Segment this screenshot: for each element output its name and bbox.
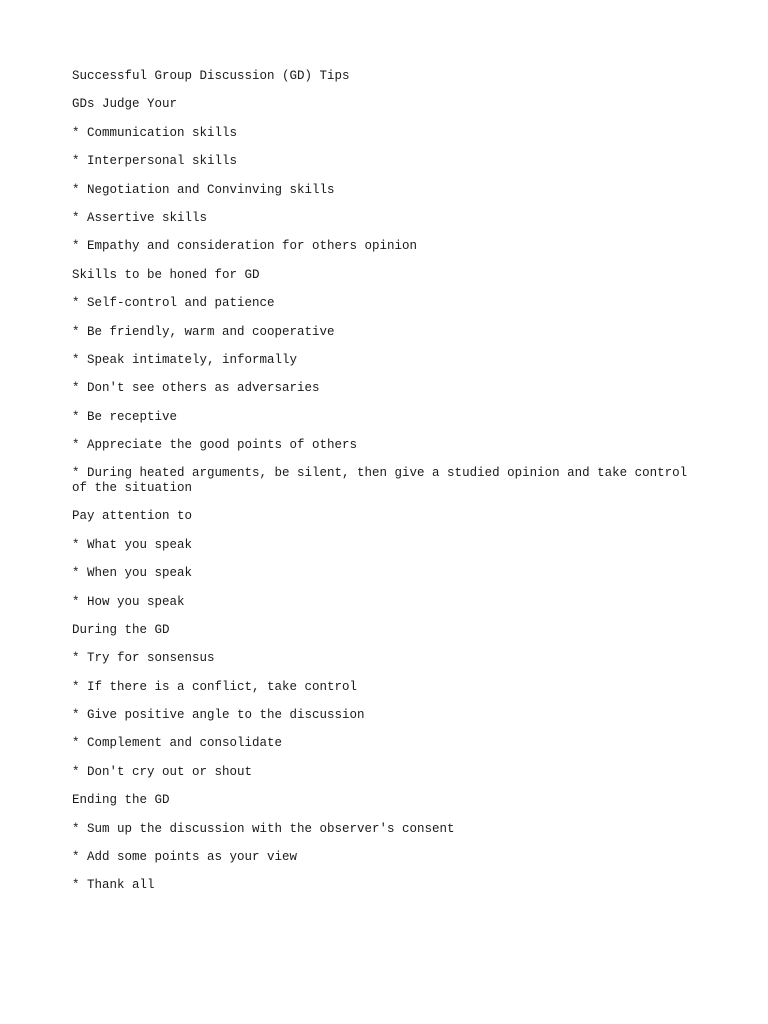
list-item: * Negotiation and Convinving skills bbox=[72, 182, 335, 197]
list-item: * Speak intimately, informally bbox=[72, 352, 298, 367]
list-item: * Be receptive bbox=[72, 409, 178, 424]
section-heading: GDs Judge Your bbox=[72, 97, 178, 112]
list-item: * Add some points as your view bbox=[72, 850, 298, 865]
list-item: * Assertive skills bbox=[72, 210, 208, 225]
list-item: * Self-control and patience bbox=[72, 296, 275, 311]
section-heading: Skills to be honed for GD bbox=[72, 267, 260, 282]
list-item: * Don't cry out or shout bbox=[72, 764, 253, 779]
document-title: Successful Group Discussion (GD) Tips bbox=[72, 69, 350, 83]
list-item: * When you speak bbox=[72, 566, 193, 581]
document-page bbox=[72, 69, 712, 907]
list-item: * Complement and consolidate bbox=[72, 736, 283, 751]
list-item: * Appreciate the good points of others bbox=[72, 438, 358, 453]
list-item: * Give positive angle to the discussion bbox=[72, 708, 365, 723]
list-item: * Empathy and consideration for others opinion bbox=[72, 239, 418, 254]
list-item: * Communication skills bbox=[72, 125, 238, 140]
list-item: * If there is a conflict, take control bbox=[72, 679, 358, 694]
list-item: * Interpersonal skills bbox=[72, 154, 238, 169]
list-item: * Try for sonsensus bbox=[72, 651, 215, 666]
section-heading: During the GD bbox=[72, 622, 170, 637]
list-item: * Sum up the discussion with the observer's consent bbox=[72, 821, 455, 836]
section-heading: Pay attention to bbox=[72, 509, 193, 524]
list-item: * During heated arguments, be silent, then give a studied opinion and take control of the situation bbox=[72, 466, 688, 495]
list-item: * Be friendly, warm and cooperative bbox=[72, 324, 335, 339]
list-item: * How you speak bbox=[72, 594, 185, 609]
list-item: * Don't see others as adversaries bbox=[72, 381, 320, 396]
section-heading: Ending the GD bbox=[72, 793, 170, 808]
list-item: * Thank all bbox=[72, 878, 155, 893]
list-item: * What you speak bbox=[72, 537, 193, 552]
